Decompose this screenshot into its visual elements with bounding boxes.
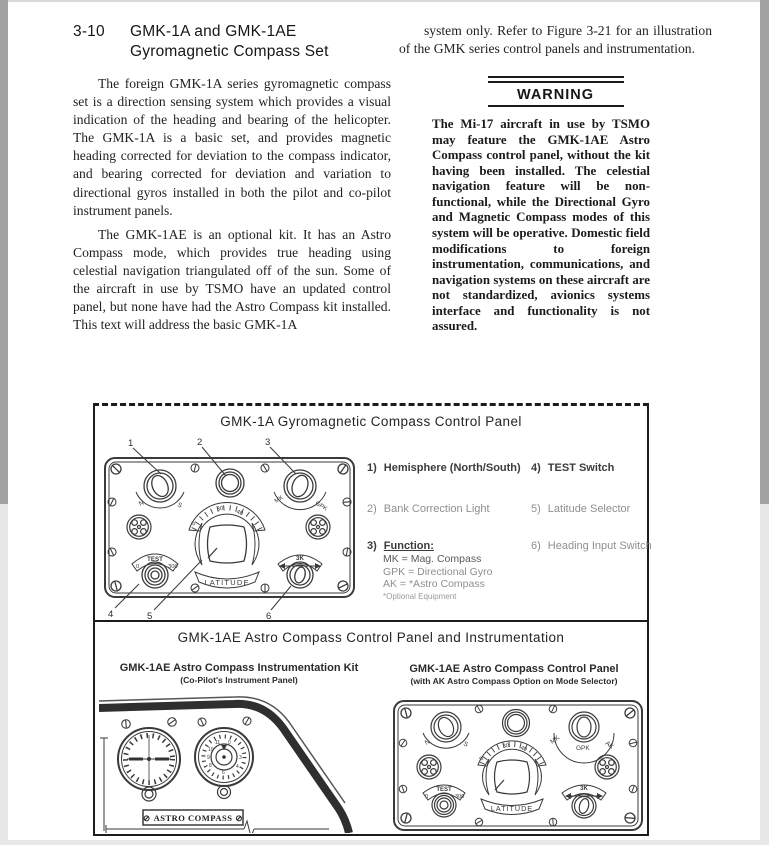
legend-item-1: 1) Hemisphere (North/South): [367, 462, 521, 474]
left-connector: [417, 755, 441, 779]
section-title: GMK-1A and GMK-1AE Gyromagnetic Compass Set: [130, 23, 329, 60]
legend-item-3: 3) Function:: [367, 540, 434, 552]
warning-rule-top1: [488, 76, 624, 78]
dial-8: 8: [209, 763, 212, 769]
lat-30: 30: [502, 742, 510, 750]
scan-edge-bottom: [0, 840, 769, 845]
callout-1: 1: [128, 438, 134, 449]
legend-item-6: 6) Heading Input Switch: [531, 540, 652, 552]
test-300: 300: [168, 564, 178, 570]
gpk-label: GPK: [313, 500, 328, 513]
north-label: N: [137, 499, 146, 508]
south-label: S: [176, 501, 184, 510]
bank-correction-lamp: [503, 710, 530, 737]
callout-2: 2: [197, 437, 203, 448]
no-entry-icon: ⊘: [235, 813, 244, 823]
callout-4: 4: [108, 609, 114, 620]
gmk1ae-panel-drawing: [391, 699, 645, 833]
dial-3: 3: [239, 755, 242, 761]
callout-3: 3: [265, 437, 271, 448]
compass-indicator-gauge: [118, 717, 180, 801]
section-heading: [73, 22, 391, 62]
scan-edge-right: [760, 0, 769, 845]
gmk1ae-figure-title: GMK-1AE Astro Compass Control Panel and Instrumentation: [177, 630, 565, 645]
bank-correction-lamp: [216, 469, 244, 497]
callout-6: 6: [266, 611, 272, 620]
scan-edge-top: [0, 0, 769, 2]
astro-compass-placard-text: ⊘ ASTRO COMPASS ⊘: [142, 813, 244, 823]
legend-item-4: 4) TEST Switch: [531, 462, 615, 474]
right-connector: [595, 755, 619, 779]
latitude-selector: [189, 502, 265, 588]
gmk1a-figure-title: GMK-1A Gyromagnetic Compass Control Panel: [220, 414, 522, 429]
gmk1a-section: [95, 406, 652, 622]
dial-0: 0: [228, 740, 231, 746]
legend-item-2: 2) Bank Correction Light: [367, 503, 490, 515]
dial-11: 11: [215, 740, 221, 746]
no-entry-icon: ⊘: [142, 813, 151, 823]
lat-40: 40: [235, 509, 244, 518]
left-column: [73, 22, 391, 334]
test-label: TEST: [147, 556, 163, 563]
paragraph-3: system only. Refer to Figure 3-21 for an illustration of the GMK series control panels and instrumentation.: [399, 23, 712, 57]
test-0: 0: [136, 564, 140, 570]
lat-0: 0: [190, 520, 198, 528]
latitude-label: LATITUDE: [204, 578, 250, 587]
dial-4: 4: [236, 764, 239, 770]
south-label: S: [462, 740, 470, 749]
right-connector: [306, 515, 330, 539]
figure-3-21: [93, 403, 652, 836]
warning-body: The Mi-17 aircraft in use by TSMO may feature the GMK-1AE Astro Compass control panel, without the kit having been installed. The celestial navigation feature will be non-functional, while the Directional Gyro and Magnetic Compass modes of this system will be operative. Domestic field modifications to foreign instrumentation, communications, and navigation systems on these aircraft are not standardized, avionics systems interface and functionality is not assured.: [432, 117, 650, 334]
right-column: [399, 22, 712, 335]
gmk1ae-section: [95, 622, 647, 834]
test-0: 0: [425, 794, 429, 800]
warning-rule-bottom: [488, 105, 624, 107]
section-number: 3-10: [73, 23, 105, 40]
paragraph-1: The foreign GMK-1A series gyromagnetic compass set is a direction sensing system which provides a visual indication of the heading and bearing of the helicopter. The GMK-1A is a basic set, and provides magnetic heading corrected for deviation to the compass indicator, and bearing corrected for deviation and variation to directional gyros installed in both the pilot and co-pilot instrument panels.: [73, 76, 391, 218]
mk-label: MK: [273, 494, 285, 505]
panel-subtitle: GMK-1AE Astro Compass Control Panel (with AK Astro Compass Option on Mode Selector): [409, 663, 619, 686]
left-connector: [127, 515, 151, 539]
gmk1a-panel-drawing: [97, 432, 365, 620]
dial-6: 6: [222, 770, 225, 776]
astro-compass-dial-gauge: [195, 716, 253, 798]
warning-heading: [488, 76, 624, 107]
lat-40: 40: [519, 745, 528, 754]
instrumentation-kit-drawing: [99, 693, 381, 833]
3k-label: 3K: [580, 786, 588, 792]
test-label: TEST: [436, 787, 452, 793]
mk-label: MK: [549, 734, 562, 746]
scan-edge-left: [0, 0, 8, 845]
latitude-label: LATITUDE: [490, 804, 534, 813]
dial-9: 9: [207, 755, 210, 761]
ak-label: AK: [603, 739, 615, 751]
north-label: N: [423, 738, 432, 747]
test-300: 300: [455, 794, 465, 800]
warning-title: WARNING: [516, 87, 595, 104]
dial-10: 10: [208, 747, 214, 753]
gpk-label: GPK: [576, 745, 590, 752]
lat-30: 30: [216, 505, 224, 513]
paragraph-2: The GMK-1AE is an optional kit. It has an Astro Compass mode, which provides true heading using celestial navigation triangulated off of the sun. Some of the aircraft in use by TSMO have an updated control panel, but none have had the Astro Compass kit installed. This text will address the basic GMK-1A: [73, 226, 391, 333]
callout-5: 5: [147, 611, 153, 620]
3k-label: 3K: [296, 555, 304, 562]
function-positions: MK = Mag. Compass GPK = Directional Gyro AK = *Astro Compass *Optional Equipment: [383, 553, 493, 601]
kit-subtitle: GMK-1AE Astro Compass Instrumentation Kit (Co-Pilot's Instrument Panel): [119, 662, 359, 685]
lat-0: 0: [478, 756, 486, 763]
legend-item-5: 5) Latitude Selector: [531, 503, 631, 515]
warning-rule-top2: [488, 81, 624, 83]
